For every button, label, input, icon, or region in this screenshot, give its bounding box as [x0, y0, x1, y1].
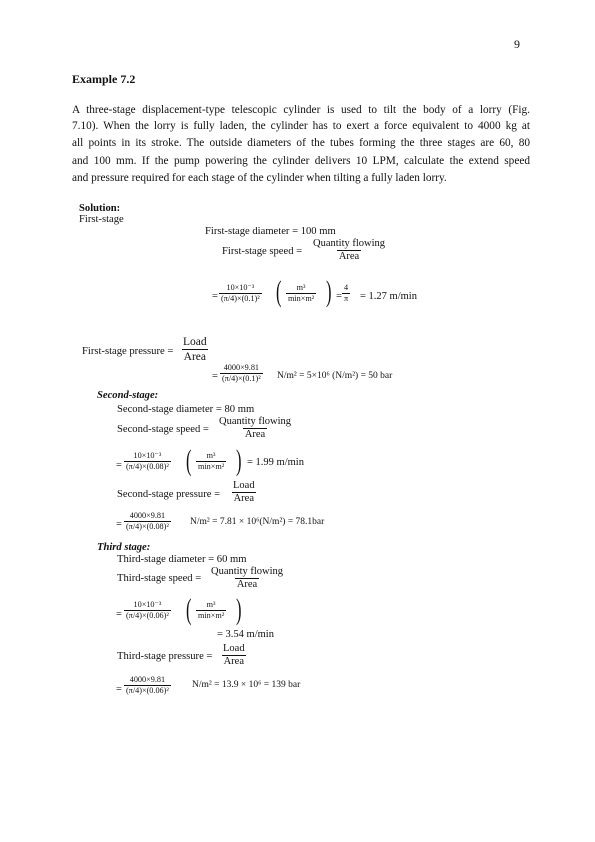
fraction-numerator: Load: [233, 480, 255, 491]
fraction-numerator: 4: [344, 283, 349, 292]
fraction-denominator: min×m²: [198, 462, 225, 471]
equals-sign: =: [212, 291, 218, 302]
third-stage-label: Third stage:: [97, 542, 151, 553]
second-stage-speed-fraction: [217, 416, 293, 441]
second-stage-label: Second-stage:: [97, 390, 159, 401]
fraction-numerator: Quantity flowing: [313, 238, 386, 249]
left-paren: (: [276, 275, 282, 308]
first-stage-force-fraction: [220, 363, 263, 384]
equals-sign: =: [212, 371, 218, 382]
solution-title: Solution:: [79, 203, 121, 214]
third-stage-pressure-result: N/m² = 13.9 × 10⁶ = 139 bar: [192, 680, 301, 690]
fraction-denominator: Area: [183, 351, 206, 363]
equals-sign: =: [116, 609, 122, 620]
second-stage-pressure-fraction: [231, 480, 257, 505]
first-stage-pressure-label: First-stage pressure =: [82, 346, 174, 357]
equals-sign: =: [336, 291, 342, 302]
first-stage-speed-fraction: [311, 238, 387, 263]
fraction-denominator: (π/4)×(0.06)²: [126, 686, 169, 695]
left-paren: (: [186, 593, 192, 626]
fraction-denominator: π: [344, 294, 349, 303]
fraction-numerator: 10×10⁻³: [133, 600, 162, 609]
four-over-pi-fraction: [342, 283, 350, 304]
fraction-numerator: 4000×9.81: [129, 511, 166, 520]
fraction-denominator: min×m²: [198, 611, 225, 620]
paragraph-line: all points in its stroke. The outside diameters of the tubes forming the three stages are 60, 80: [72, 136, 530, 149]
third-stage-speed-fraction: [209, 566, 285, 591]
equals-sign: =: [116, 460, 122, 471]
equals-sign: =: [116, 519, 122, 530]
fraction-denominator: Area: [233, 493, 254, 504]
fraction-numerator: Quantity flowing: [211, 566, 284, 577]
second-stage-speed-label: Second-stage speed =: [117, 424, 209, 435]
fraction-denominator: (π/4)×(0.06)²: [126, 611, 169, 620]
equals-sign: =: [116, 684, 122, 695]
second-stage-speed-result: = 1.99 m/min: [247, 457, 304, 468]
paragraph-line: A three-stage displacement-type telescopic cylinder is used to tilt the body of a lorry (Fig.: [72, 104, 530, 116]
fraction-numerator: 4000×9.81: [129, 675, 166, 684]
third-stage-flow-fraction: [124, 600, 171, 621]
fraction-denominator: (π/4)×(0.08)²: [126, 522, 169, 531]
paragraph-line: 7.10). When the lorry is fully laden, the cylinder has to exert a force equivalent to 4000 kg at: [72, 120, 530, 133]
first-stage-speed-label: First-stage speed =: [222, 246, 303, 257]
third-stage-pressure-label: Third-stage pressure =: [117, 651, 213, 662]
second-stage-pressure-result: N/m² = 7.81 × 10⁶(N/m²) = 78.1bar: [190, 517, 325, 527]
third-stage-pressure-fraction: [221, 643, 247, 668]
second-stage-force-fraction: [124, 511, 171, 532]
third-stage-speed-result: = 3.54 m/min: [217, 629, 274, 640]
example-heading: Example 7.2: [72, 72, 136, 86]
right-paren: ): [326, 275, 332, 308]
fraction-denominator: (π/4)×(0.08)²: [126, 462, 169, 471]
fraction-numerator: m³: [296, 283, 306, 292]
second-stage-diameter: Second-stage diameter = 80 mm: [117, 404, 255, 415]
fraction-numerator: Load: [183, 336, 207, 348]
fraction-denominator: Area: [236, 579, 258, 590]
third-stage-speed-label: Third-stage speed =: [117, 573, 202, 584]
third-stage-unit-fraction: [196, 600, 226, 621]
fraction-numerator: 10×10⁻³: [133, 451, 162, 460]
third-stage-force-fraction: [124, 675, 171, 696]
first-stage-flow-fraction: [219, 283, 262, 304]
fraction-numerator: Load: [223, 643, 245, 654]
fraction-denominator: min×m²: [288, 294, 315, 303]
fraction-numerator: 10×10⁻³: [226, 283, 255, 292]
first-stage-pressure-fraction: [181, 335, 209, 364]
fraction-denominator: Area: [244, 429, 266, 440]
problem-statement: [72, 102, 530, 186]
paragraph-line: and pressure required for each stage of the cylinder when tilting a fully laden lorry.: [72, 171, 447, 184]
fraction-denominator: Area: [338, 251, 360, 262]
second-stage-pressure-label: Second-stage pressure =: [117, 489, 221, 500]
first-stage-label: First-stage: [79, 214, 124, 225]
first-stage-unit-fraction: [286, 283, 316, 304]
left-paren: (: [186, 444, 192, 477]
fraction-denominator: (π/4)×(0.1)²: [222, 374, 261, 383]
right-paren: ): [236, 444, 242, 477]
paragraph-line: and 100 mm. If the pump powering the cylinder delivers 10 LPM, calculate the extend speed: [72, 155, 530, 168]
right-paren: ): [236, 593, 242, 626]
fraction-numerator: Quantity flowing: [219, 416, 292, 427]
fraction-numerator: m³: [206, 600, 216, 609]
fraction-numerator: 4000×9.81: [223, 363, 260, 372]
fraction-numerator: m³: [206, 451, 216, 460]
second-stage-flow-fraction: [124, 451, 171, 472]
second-stage-unit-fraction: [196, 451, 226, 472]
page-number: 9: [514, 37, 520, 51]
third-stage-diameter: Third-stage diameter = 60 mm: [117, 554, 247, 565]
fraction-denominator: Area: [223, 656, 244, 667]
first-stage-diameter: First-stage diameter = 100 mm: [205, 226, 336, 237]
first-stage-speed-result: = 1.27 m/min: [360, 291, 417, 302]
first-stage-pressure-result: N/m² = 5×10⁶ (N/m²) = 50 bar: [277, 371, 393, 381]
fraction-denominator: (π/4)×(0.1)²: [221, 294, 260, 303]
